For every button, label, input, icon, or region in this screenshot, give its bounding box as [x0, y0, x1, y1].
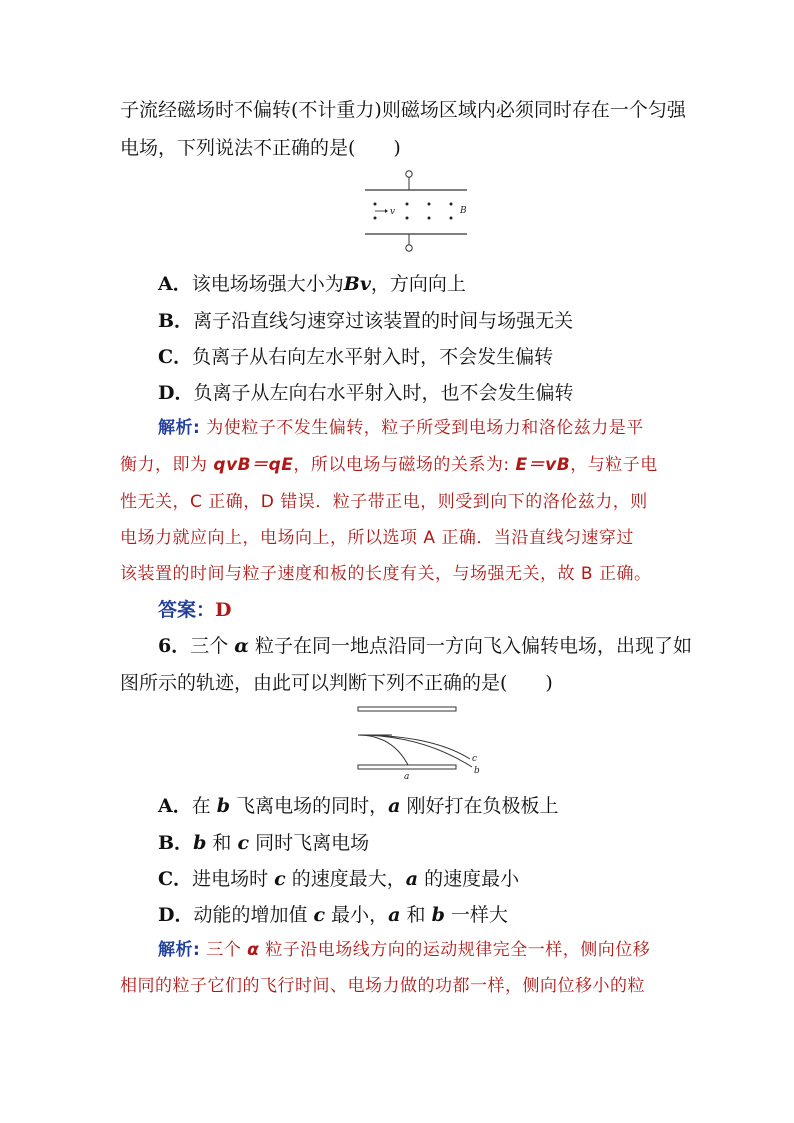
q6-explanation-line-1: 解析: 三个 α 粒子沿电场线方向的运动规律完全一样，侧向位移 — [158, 940, 651, 960]
explanation-label: 解析 — [158, 418, 193, 438]
q6-stem-line-1: 6．三个 α 粒子在同一地点沿同一方向飞入偏转电场，出现了如 — [158, 635, 692, 657]
b-label: B — [460, 206, 467, 216]
top-terminal — [406, 171, 412, 177]
q5-option-b: B．离子沿直线匀速穿过该装置的时间与场强无关 — [158, 310, 574, 332]
q5-explanation-line-4: 电场力就应向上，电场向上，所以选项 A 正确．当沿直线匀速穿过 — [120, 528, 634, 548]
q5-option-c: C．负离子从右向左水平射入时，不会发生偏转 — [158, 346, 554, 368]
trajectory-a — [358, 735, 408, 765]
q5-option-d: D．负离子从左向右水平射入时，也不会发生偏转 — [158, 382, 574, 404]
q5-stem-line-1: 子流经磁场时不偏转(不计重力)则磁场区域内必须同时存在一个匀强 — [120, 99, 686, 121]
trajectory-c — [358, 735, 470, 759]
bottom-terminal — [406, 245, 412, 251]
q5-explanation-line-1: 解析: 为使粒子不发生偏转，粒子所受到电场力和洛伦兹力是平 — [158, 418, 644, 438]
label-a: a — [404, 772, 410, 782]
answer-value: D — [215, 599, 232, 621]
q5-explanation-line-5: 该装置的时间与粒子速度和板的长度有关，与场强无关，故 B 正确。 — [120, 564, 652, 584]
label-b: b — [474, 766, 480, 776]
q5-option-a: A．该电场场强大小为Bv，方向向上 — [158, 273, 466, 295]
q6-explanation-line-2: 相同的粒子它们的飞行时间、电场力做的功都一样，侧向位移小的粒 — [120, 976, 645, 996]
upper-plate — [358, 707, 456, 711]
q5-answer: 答案：D — [158, 599, 232, 621]
label-c: c — [472, 754, 478, 764]
q6-figure — [352, 703, 482, 783]
q5-figure — [355, 168, 475, 258]
q5-explanation-line-3: 性无关，C 正确，D 错误．粒子带正电，则受到向下的洛伦兹力，则 — [120, 492, 648, 512]
q6-stem-line-2: 图所示的轨迹，由此可以判断下列不正确的是( ) — [120, 672, 553, 694]
q6-number: 6． — [158, 635, 191, 657]
lower-plate — [358, 765, 456, 769]
q5-stem-line-2: 电场，下列说法不正确的是( ) — [120, 137, 401, 159]
v-label: v — [390, 207, 396, 217]
q6-option-d: D．动能的增加值 c 最小，a 和 b 一样大 — [158, 904, 508, 926]
q6-option-a: A．在 b 飞离电场的同时，a 刚好打在负极板上 — [158, 795, 559, 817]
q6-option-b: B．b 和 c 同时飞离电场 — [158, 832, 370, 854]
q6-option-c: C．进电场时 c 的速度最大，a 的速度最小 — [158, 868, 520, 890]
q5-explanation-line-2: 衡力，即为 qvB＝qE，所以电场与磁场的关系为: E＝vB，与粒子电 — [120, 455, 658, 475]
